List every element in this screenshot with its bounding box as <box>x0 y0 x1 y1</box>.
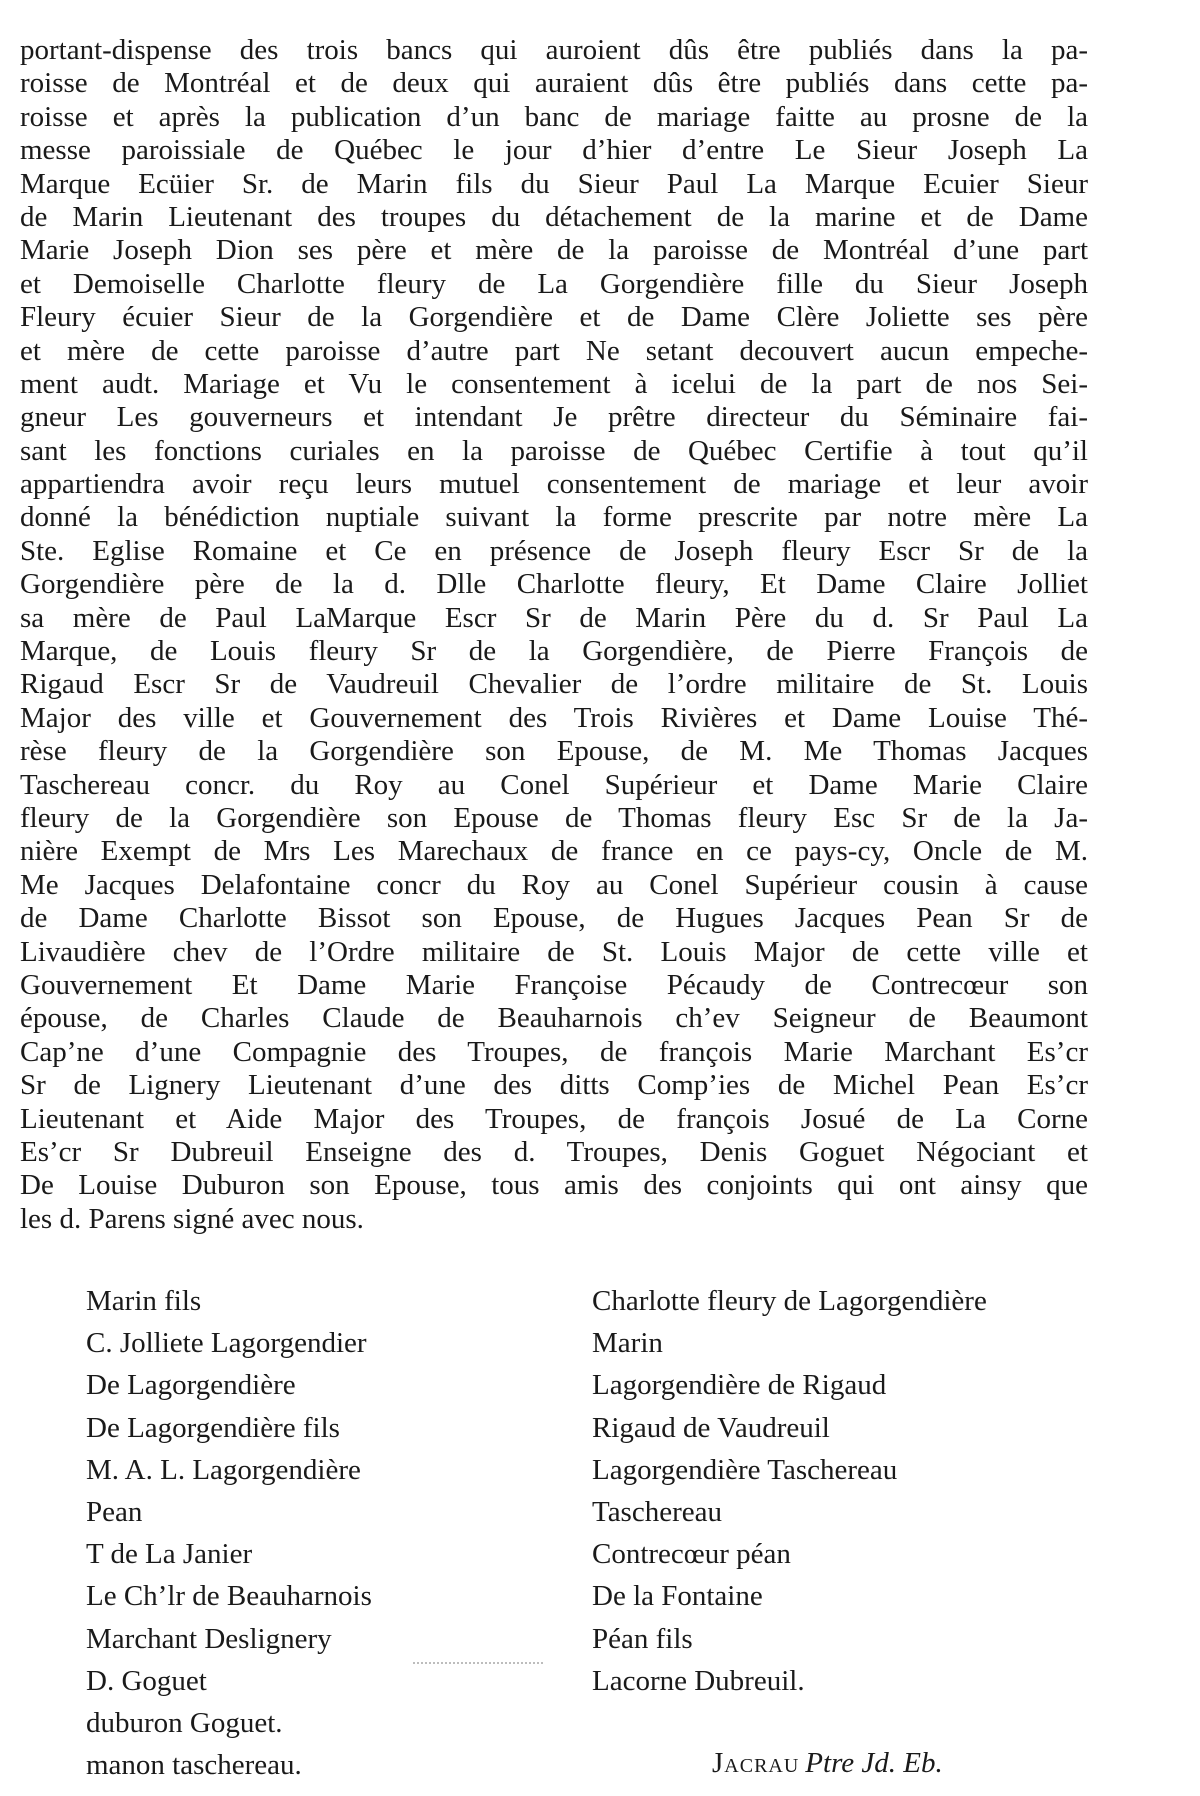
text-line: Taschereau concr. du Roy au Conel Supérieur et Dame Marie Claire <box>20 768 1088 801</box>
text-line: ment audt. Mariage et Vu le consentement à icelui de la part de nos Sei- <box>20 367 1088 400</box>
signature-name: Marin <box>592 1327 663 1360</box>
officiant-signature <box>712 1745 943 1781</box>
text-line: Gouvernement Et Dame Marie Françoise Pécaudy de Contrecœur son <box>20 968 1088 1001</box>
text-line: Me Jacques Delafontaine concr du Roy au Conel Supérieur cousin à cause <box>20 868 1088 901</box>
text-line: fleury de la Gorgendière son Epouse de Thomas fleury Esc Sr de la Ja- <box>20 801 1088 834</box>
signature-name: Charlotte fleury de Lagorgendière <box>592 1285 987 1317</box>
signature-name: Contrecœur péan <box>592 1538 791 1571</box>
signature-name: Le Ch’lr de Beauharnois <box>86 1580 372 1613</box>
officiant-title: Ptre Jd. Eb. <box>805 1747 943 1779</box>
marriage-record-text <box>20 34 1088 1236</box>
text-line: Marque Ecüier Sr. de Marin fils du Sieur Paul La Marque Ecuier Sieur <box>20 167 1088 200</box>
text-line: épouse, de Charles Claude de Beauharnois ch’ev Seigneur de Beaumont <box>20 1002 1088 1035</box>
text-line: Lieutenant et Aide Major des Troupes, de françois Josué de La Corne <box>20 1102 1088 1135</box>
signature-name: duburon Goguet. <box>86 1706 283 1739</box>
signature-name: De Lagorgendière <box>86 1369 296 1402</box>
signature-name: Marin fils <box>86 1285 202 1317</box>
text-line: Gorgendière père de la d. Dlle Charlotte fleury, Et Dame Claire Jolliet <box>20 568 1088 601</box>
signature-name: C. Jolliete Lagorgendier <box>86 1327 367 1360</box>
signature-name: Pean <box>86 1495 143 1528</box>
officiant-name: Jacrau <box>712 1747 800 1779</box>
text-line: Livaudière chev de l’Ordre militaire de St. Louis Major de cette ville et <box>20 935 1088 968</box>
text-line: Fleury écuier Sieur de la Gorgendière et de Dame Clère Joliette ses père <box>20 301 1088 334</box>
signature-name: De Lagorgendière fils <box>86 1411 340 1444</box>
text-line: et mère de cette paroisse d’autre part Ne setant decouvert aucun empeche- <box>20 334 1088 367</box>
signature-name: Taschereau <box>592 1495 722 1528</box>
signature-name: M. A. L. Lagorgendière <box>86 1453 361 1486</box>
signature-name: Lagorgendière Taschereau <box>592 1453 898 1486</box>
text-line: Rigaud Escr Sr de Vaudreuil Chevalier de l’ordre militaire de St. Louis <box>20 668 1088 701</box>
text-line: appartiendra avoir reçu leurs mutuel consentement de mariage et leur avoir <box>20 468 1088 501</box>
text-line: Marque, de Louis fleury Sr de la Gorgendière, de Pierre François de <box>20 635 1088 668</box>
text-line: et Demoiselle Charlotte fleury de La Gorgendière fille du Sieur Joseph <box>20 267 1088 300</box>
text-line: de Marin Lieutenant des troupes du détachement de la marine et de Dame <box>20 200 1088 233</box>
text-line: Major des ville et Gouvernement des Trois Rivières et Dame Louise Thé- <box>20 701 1088 734</box>
signature-name: T de La Janier <box>86 1538 253 1571</box>
text-line: gneur Les gouverneurs et intendant Je prêtre directeur du Séminaire fai- <box>20 401 1088 434</box>
signature-name: Lacorne Dubreuil. <box>592 1664 805 1697</box>
text-line: les d. Parens signé avec nous. <box>20 1202 364 1235</box>
signature-name: D. Goguet <box>86 1664 207 1697</box>
text-line: Marie Joseph Dion ses père et mère de la paroisse de Montréal d’une part <box>20 234 1088 267</box>
signature-name: Rigaud de Vaudreuil <box>592 1411 830 1444</box>
text-line: donné la bénédiction nuptiale suivant la forme prescrite par notre mère La <box>20 501 1088 534</box>
text-line: rèse fleury de la Gorgendière son Epouse, de M. Me Thomas Jacques <box>20 735 1088 768</box>
signature-name: Péan fils <box>592 1622 693 1655</box>
text-line: Cap’ne d’une Compagnie des Troupes, de françois Marie Marchant Es’cr <box>20 1035 1088 1068</box>
signature-name: manon taschereau. <box>86 1749 302 1782</box>
text-line: Ste. Eglise Romaine et Ce en présence de Joseph fleury Escr Sr de la <box>20 534 1088 567</box>
text-line: roisse et après la publication d’un banc de mariage faitte au prosne de la <box>20 100 1088 133</box>
text-line: Sr de Lignery Lieutenant d’une des ditts Comp’ies de Michel Pean Es’cr <box>20 1069 1088 1102</box>
text-line: roisse de Montréal et de deux qui auraient dûs être publiés dans cette pa- <box>20 67 1088 100</box>
signatures-left-column <box>86 1280 372 1786</box>
text-line: Es’cr Sr Dubreuil Enseigne des d. Troupes, Denis Goguet Négociant et <box>20 1135 1088 1168</box>
text-line: portant-dispense des trois bancs qui auroient dûs être publiés dans la pa- <box>20 34 1088 66</box>
signature-name: De la Fontaine <box>592 1580 763 1613</box>
signature-name: Marchant Deslignery <box>86 1622 332 1655</box>
text-line: De Louise Duburon son Epouse, tous amis des conjoints qui ont ainsy que <box>20 1169 1088 1202</box>
signature-name: Lagorgendière de Rigaud <box>592 1369 887 1402</box>
signatures-right-column <box>592 1280 987 1702</box>
text-line: sa mère de Paul LaMarque Escr Sr de Marin Père du d. Sr Paul La <box>20 601 1088 634</box>
text-line: de Dame Charlotte Bissot son Epouse, de Hugues Jacques Pean Sr de <box>20 902 1088 935</box>
text-line: sant les fonctions curiales en la paroisse de Québec Certifie à tout qu’il <box>20 434 1088 467</box>
dotted-separator <box>413 1662 543 1664</box>
text-line: nière Exempt de Mrs Les Marechaux de france en ce pays-cy, Oncle de M. <box>20 835 1088 868</box>
text-line: messe paroissiale de Québec le jour d’hier d’entre Le Sieur Joseph La <box>20 134 1088 167</box>
